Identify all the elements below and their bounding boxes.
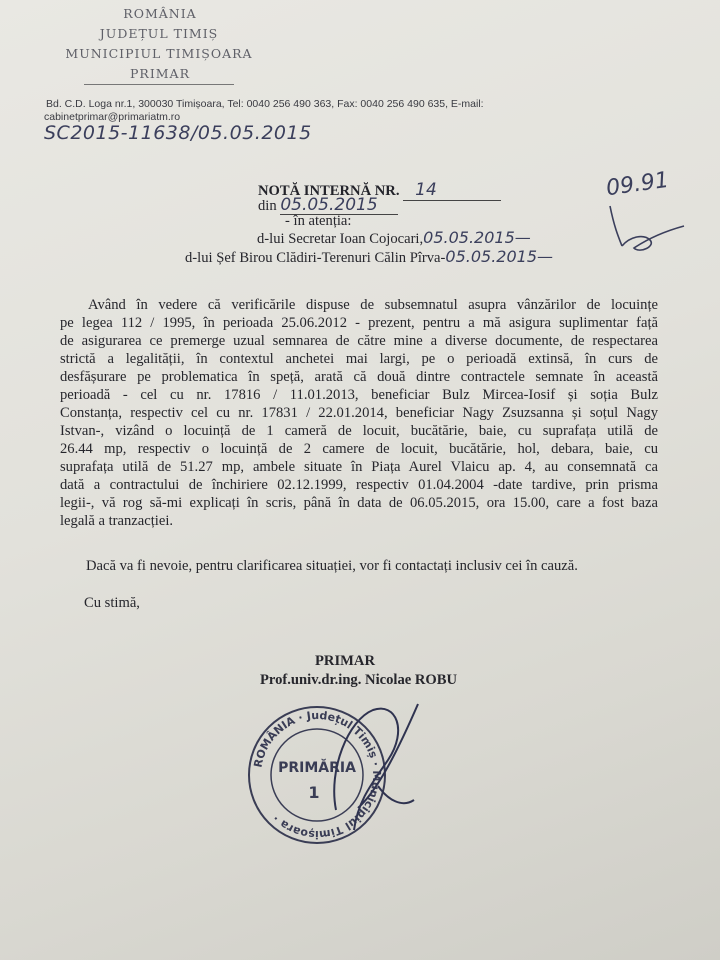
recipient-1-date: 05.05.2015 [423, 228, 515, 247]
letterhead-address: Bd. C.D. Loga nr.1, 300030 Timișoara, Tel: 0040 256 490 363, Fax: 0040 256 490 635, E-mail: [46, 98, 484, 110]
closing: Cu stimă, [84, 595, 140, 611]
letterhead-rule [84, 84, 234, 85]
stamp-ring-text: ROMÂNIA · Județul Timiș · Municipiul Timișoara · [251, 708, 384, 842]
letterhead-office: PRIMAR [130, 66, 190, 81]
letterhead-municipality: MUNICIPIUL TIMIȘOARA [65, 46, 253, 61]
body-paragraph-2: Dacă va fi nevoie, pentru clarificarea situației, vor fi contactați inclusiv cei în cauză. [86, 558, 578, 574]
recipient-1-dash: — [514, 228, 531, 247]
body-line: de asigurarea ce premerge uzual semnarea de către mine a diverse documente, de respectarea [60, 333, 658, 349]
body-line: Constanța, respectiv cel cu nr. 17831 / 22.01.2014, beneficiar Nagy Zsuzsanna și soțul Nagy [60, 405, 658, 421]
recipient-2-date: 05.05.2015 [445, 247, 538, 266]
recipient-2-dash: — [537, 247, 554, 266]
body-line: pe legea 112 / 1995, în perioada 25.06.2012 - prezent, pentru a mă asigura suplimentar față [60, 315, 658, 331]
recipient-1 [257, 229, 531, 248]
signature-name: Prof.univ.dr.ing. Nicolae ROBU [260, 672, 458, 688]
note-attention: - în atenția: [285, 213, 352, 229]
recipient-2 [185, 248, 553, 267]
handwritten-signature [318, 690, 438, 850]
letterhead-email: cabinetprimar@primariatm.ro [44, 111, 181, 123]
body-line: legii-, vă rog să-mi explicați în scris, până în data de 06.05.2015, ora 15.00, care a fost baza [60, 495, 658, 511]
body-line: strictă a legalității, în contextul anchetei mai largi, pe o perioadă extinsă, în curs de [60, 351, 658, 367]
note-date: 05.05.2015 [280, 196, 398, 215]
body-line-last: legală a tranzacției. [60, 513, 174, 529]
registration-number: SC2015-11638/05.05.2015 [44, 122, 312, 144]
signature-role: PRIMAR [315, 653, 375, 669]
body-line: desfășurare pe problematica în speță, arată că două dintre contractele semnate în această [60, 369, 658, 385]
note-date-prefix: din [258, 198, 277, 214]
letterhead-county: JUDEȚUL TIMIȘ [99, 26, 219, 41]
body-line: 26.44 mp, respectiv o locuință de 2 camere de locuit, bucătărie, hol, debara, baie, cu [60, 441, 658, 457]
body-line: Având în vedere că verificările dispuse de subsemnatul asupra vânzărilor de locuințe [88, 297, 658, 313]
stamp-number: 1 [308, 783, 320, 802]
recipient-1-label: d-lui Secretar Ioan Cojocari, [257, 231, 424, 247]
stamp-center: PRIMĂRIA [278, 760, 356, 776]
body-line: Istvan-, vizând o locuință de 1 cameră de locuit, bucătărie, baie, cu suprafața utilă de [60, 423, 658, 439]
note-number: 14 [403, 180, 501, 201]
body-line: suprafața utilă de 51.27 mp, ambele situate în Piața Aurel Vlaicu ap. 4, au consemnată ca [60, 459, 658, 475]
letterhead-country: ROMÂNIA [123, 6, 197, 21]
body-paragraph-1 [60, 296, 658, 530]
recipient-2-label: d-lui Șef Birou Clădiri-Terenuri Călin Pîrva- [185, 250, 446, 266]
body-line: perioadă - cel cu nr. 17816 / 11.01.2013, beneficiar Bulz Mircea-Iosif și soția Bulz [60, 387, 658, 403]
body-line: dată a contractului de închiriere 02.12.1999, respectiv 01.04.2004 -date tardive, prin prisma [60, 477, 658, 493]
margin-note: 09.91 [604, 167, 671, 202]
margin-initials [600, 196, 690, 266]
note-title-label: NOTĂ INTERNĂ NR. [258, 183, 400, 199]
